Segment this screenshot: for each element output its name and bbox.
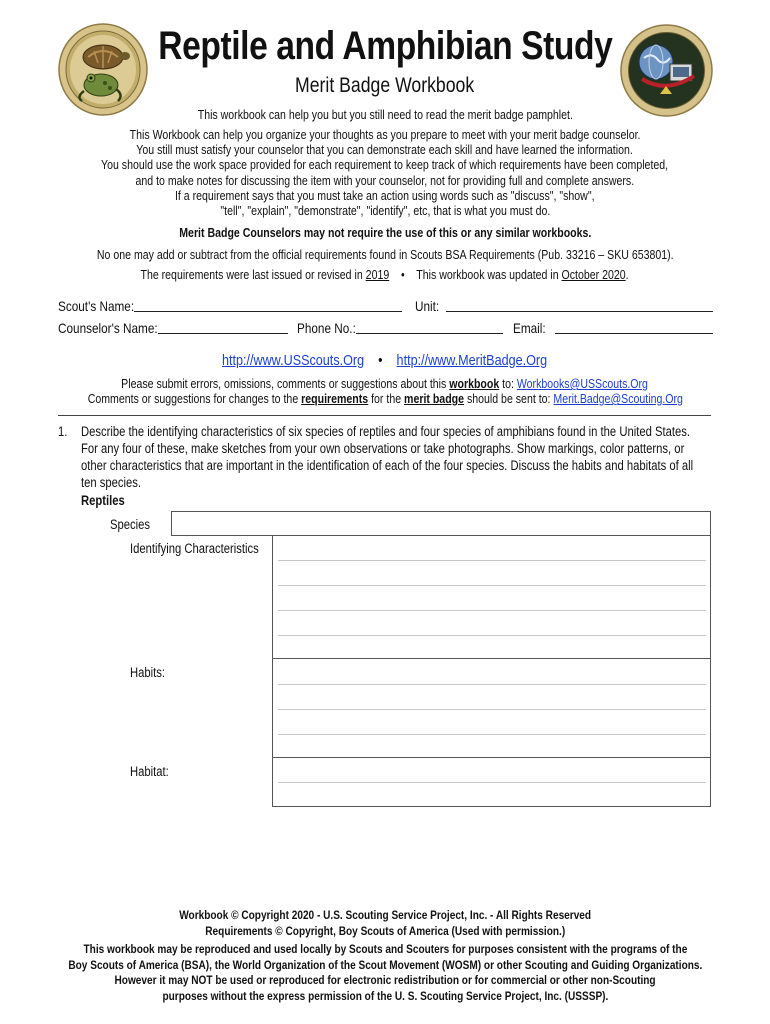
counselor-note: Merit Badge Counselors may not require the use of this or any similar workbooks. [178, 226, 592, 240]
characteristics-input[interactable] [272, 535, 711, 659]
ruled-line [278, 635, 706, 636]
revision-note: The requirements were last issued or revised in 2019 • This workbook was updated in October 2020. [140, 268, 630, 282]
ruled-line [278, 684, 706, 685]
pamphlet-note: This workbook can help you but you still need to read the merit badge pamphlet. [197, 108, 573, 122]
counselor-name-field[interactable] [158, 333, 288, 334]
usscouts-link[interactable]: http://www.USScouts.Org [222, 352, 365, 369]
page-title: Reptile and Amphibian Study [157, 24, 613, 68]
habits-input[interactable] [272, 658, 711, 758]
merit-badge-email-link[interactable]: Merit.Badge@Scouting.Org [553, 392, 683, 407]
official-requirements-note: No one may add or subtract from the official requirements found in Scouts BSA Requirements (Pub. 33216 – SKU 653801). [96, 248, 674, 262]
ruled-line [278, 734, 706, 735]
email-label: Email: [513, 320, 546, 336]
habits-label: Habits: [130, 665, 166, 680]
email-field[interactable] [555, 333, 713, 334]
habitat-label: Habitat: [130, 764, 169, 779]
website-links: http://www.USScouts.Org • http://www.MeritBadge.Org [222, 352, 548, 369]
scout-name-label: Scout's Name: [58, 298, 135, 314]
ruled-line [278, 585, 706, 586]
meritbadge-link[interactable]: http://www.MeritBadge.Org [397, 352, 548, 369]
requirement-number: 1. [58, 424, 68, 439]
section-divider [58, 415, 711, 416]
footer: Workbook © Copyright 2020 - U.S. Scouting Service Project, Inc. - All Rights Reserved Requirements © Copyright, Boy Scouts of America (Used with permission.) This workbook may be reproduced and used locally by Scouts and Scouters for purposes consistent with the programs of the Boy Scouts of America (BSA), the World Organization of the Scout Movement (WOSM) or other Scouting and Guiding Organizations. However it may NOT be used or reproduced for electronic redistribution or for commercial or other non-Scouting purposes without the express permission of the U. S. Scouting Service Project, Inc. (USSSP). [68, 908, 702, 1003]
intro-paragraph: This Workbook can help you organize your thoughts as you prepare to meet with your merit badge counselor. You still must satisfy your counselor that you can demonstrate each skill and have learned the information. You should use the work space provided for each requirement to keep track of which requirements have been completed, and to make notes for discussing the item with your counselor, not for providing full and complete answers. If a requirement says that you must take an action using words such as "discuss", "show", "tell", "explain", "demonstrate", "identify", etc, that is what you must do. [101, 128, 669, 219]
ruled-line [278, 709, 706, 710]
workbooks-email-link[interactable]: Workbooks@USScouts.Org [517, 377, 649, 391]
phone-field[interactable] [356, 333, 503, 334]
phone-label: Phone No.: [297, 320, 356, 336]
ruled-line [278, 610, 706, 611]
submit-note: Please submit errors, omissions, comments or suggestions about this workbook to: Workbooks@USScouts.Org Comments or suggestions for changes to the requirements for the merit badge should be sent to: Merit.Badge@Scouting.Org [87, 377, 683, 407]
scout-name-field[interactable] [134, 311, 402, 312]
ruled-line [278, 560, 706, 561]
unit-field[interactable] [446, 311, 713, 312]
requirement-text: Describe the identifying characteristics of six species of reptiles and four species of amphibians found in the United States. For any four of these, make sketches from your own observations or take photographs. Show markings, color patterns, or other characteristics that are important in the identification of each of the four species. Discuss the habits and habitats of all ten species. [81, 424, 694, 490]
ruled-line [278, 782, 706, 783]
species-label: Species [110, 517, 151, 532]
species-input[interactable] [171, 511, 711, 536]
characteristics-label: Identifying Characteristics [130, 541, 259, 556]
reptiles-heading: Reptiles [81, 493, 125, 508]
unit-label: Unit: [415, 298, 440, 314]
counselor-name-label: Counselor's Name: [58, 320, 158, 336]
page-subtitle: Merit Badge Workbook [295, 74, 475, 97]
